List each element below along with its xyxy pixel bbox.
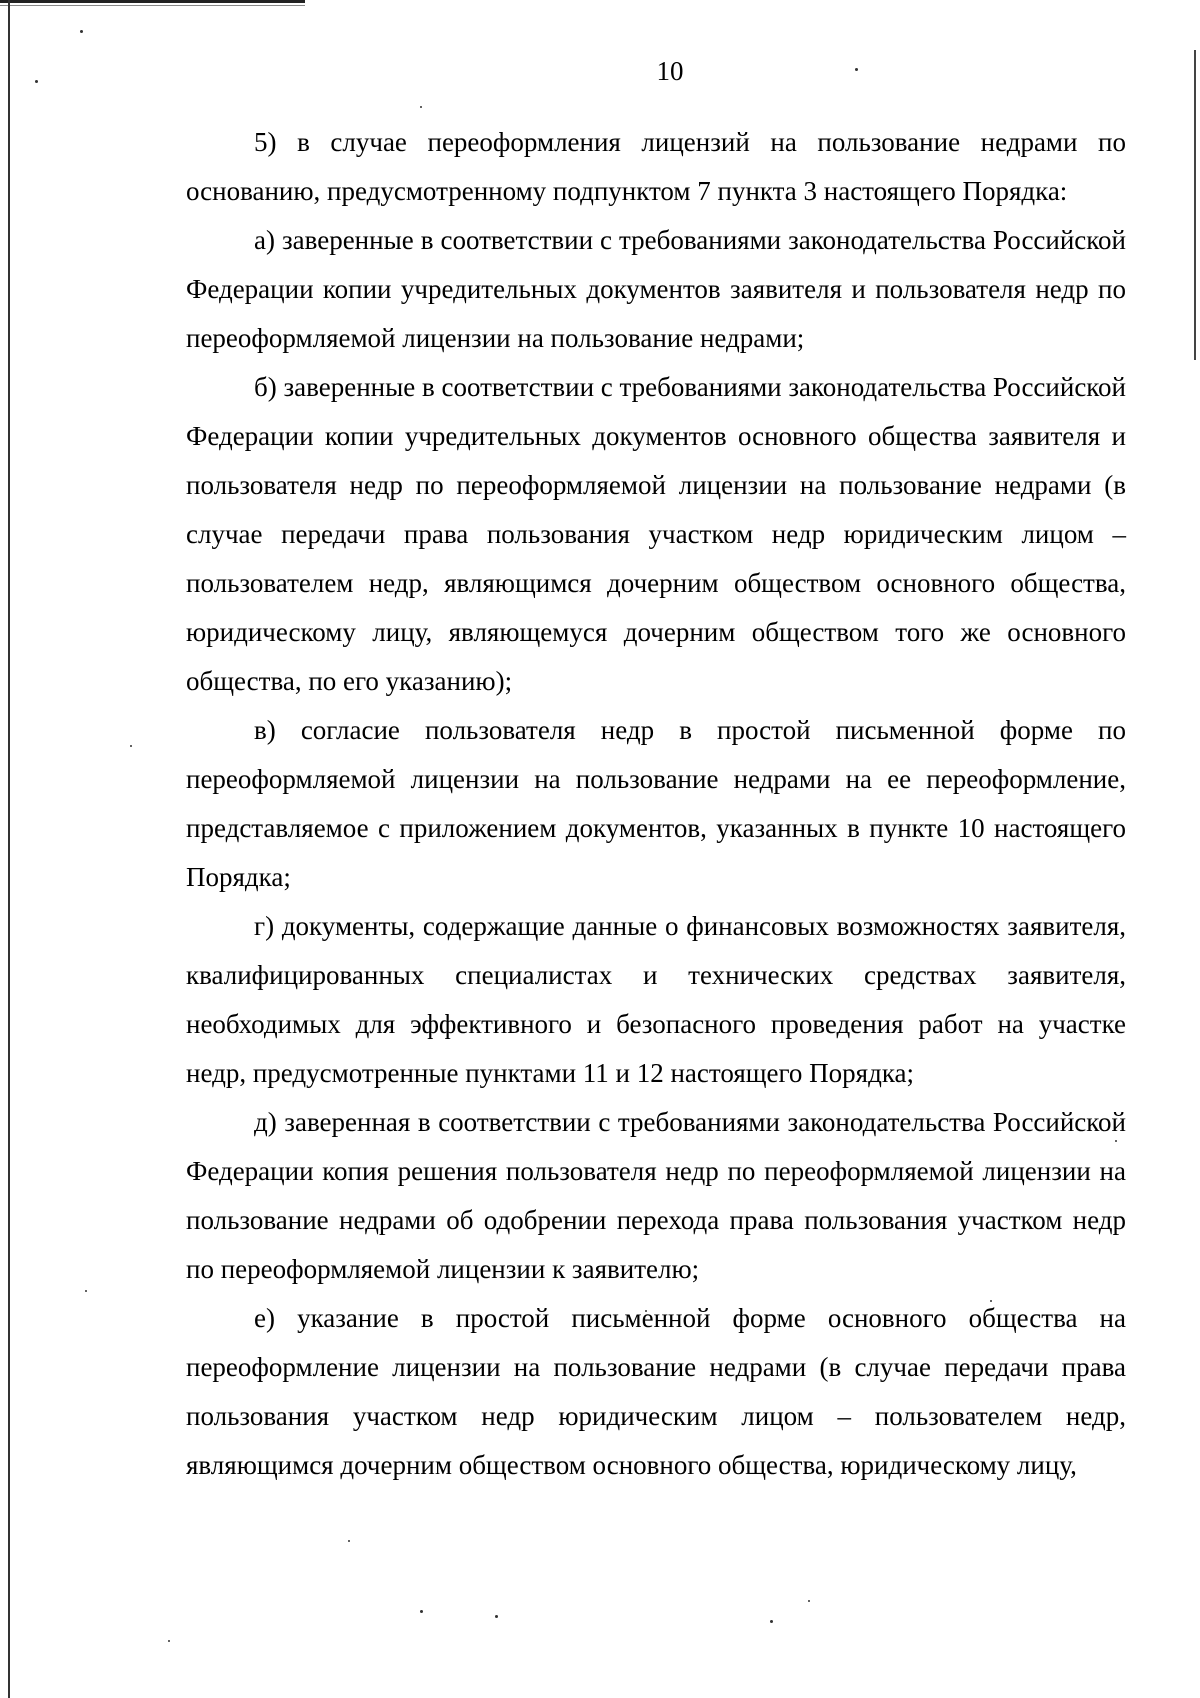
scan-speck [770, 1620, 773, 1623]
paragraph-b: б) заверенные в соответствии с требованиями законодательства Российской Федерации копии учредительных документов основного общества заявителя и пользователя недр по переоформляемой лицензии на пользование недрами (в случае передачи права пользования участком недр юридическим лицом – пользователем недр, являющимся дочерним обществом основного общества, юридическому лицу, являющемуся дочерним обществом того же основного общества, по его указанию); [186, 372, 1126, 696]
page-number: 10 [656, 56, 684, 86]
scan-edge-left [8, 0, 10, 1698]
document-body [186, 118, 1126, 1490]
paragraph-e: е) указание в простой письменной форме основного общества на переоформление лицензии на пользование недрами (в случае передачи права пользования участком недр юридическим лицом – пользователем недр, являющимся дочерним обществом основного общества, юридическому лицу, [186, 1303, 1126, 1480]
scan-speck [80, 30, 83, 33]
scan-edge-right [1194, 50, 1196, 360]
paragraph-5: 5) в случае переоформления лицензий на пользование недрами по основанию, предусмотренному подпунктом 7 пункта 3 настоящего Порядка: [186, 127, 1126, 206]
scan-edge-top [0, 0, 305, 3]
scan-speck [420, 106, 422, 108]
scan-speck [808, 1600, 810, 1602]
scan-speck [130, 745, 132, 747]
paragraph-g: г) документы, содержащие данные о финансовых возможностях заявителя, квалифицированных специалистах и технических средствах заявителя, необходимых для эффективного и безопасного проведения работ на участке недр, предусмотренные пунктами 11 и 12 настоящего Порядка; [186, 911, 1126, 1088]
scan-speck [495, 1615, 498, 1618]
scan-speck [168, 1640, 170, 1642]
paragraph-v: в) согласие пользователя недр в простой письменной форме по переоформляемой лицензии на пользование недрами на ее переоформление, представляемое с приложением документов, указанных в пункте 10 настоящего Порядка; [186, 715, 1126, 892]
scan-speck [85, 1290, 87, 1292]
paragraph-a: а) заверенные в соответствии с требованиями законодательства Российской Федерации копии учредительных документов заявителя и пользователя недр по переоформляемой лицензии на пользование недрами; [186, 225, 1126, 353]
scan-edge-top-thin [0, 5, 305, 6]
scan-speck [348, 1540, 350, 1542]
paragraph-d: д) заверенная в соответствии с требованиями законодательства Российской Федерации копия решения пользователя недр по переоформляемой лицензии на пользование недрами об одобрении перехода права пользования участком недр по переоформляемой лицензии к заявителю; [186, 1107, 1126, 1284]
scan-speck [420, 1610, 423, 1613]
